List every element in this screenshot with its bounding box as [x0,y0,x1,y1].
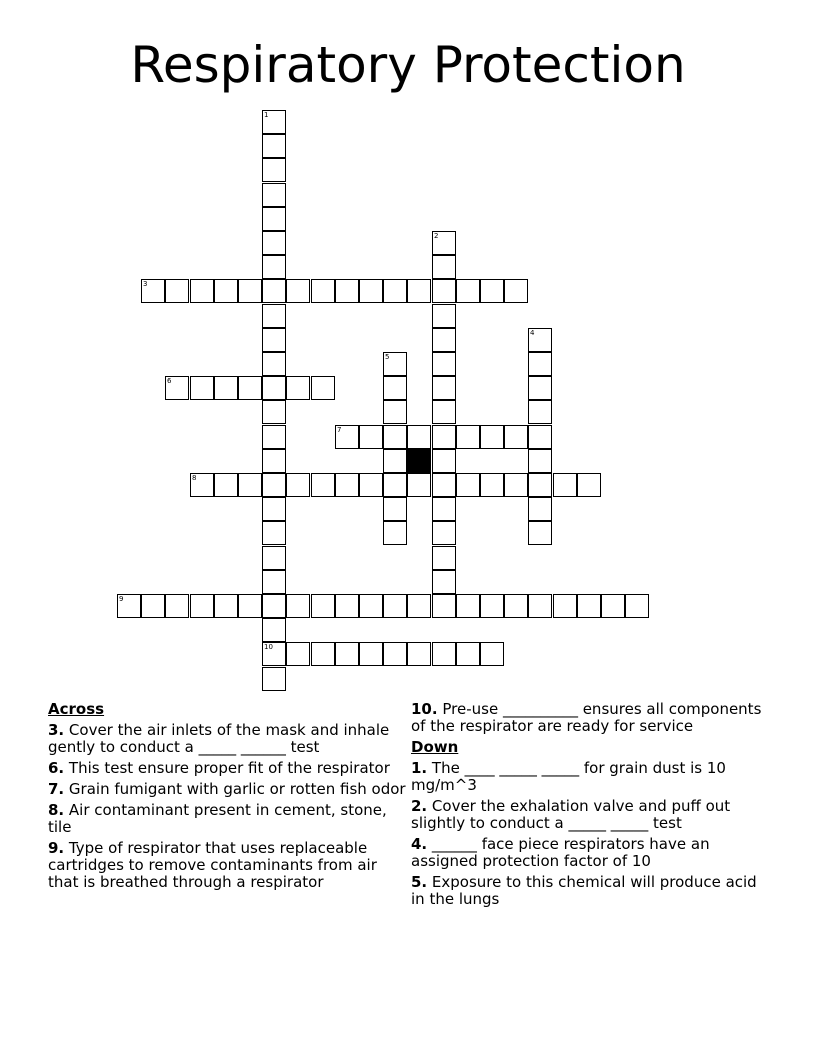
clue-text: Cover the exhalation valve and puff out slightly to conduct a _____ _____ test [411,797,731,832]
grid-cell [432,425,456,449]
grid-cell [286,642,310,666]
grid-cell [432,497,456,521]
cell-number: 2 [434,232,439,240]
cell-number: 5 [385,353,390,361]
grid-cell [407,425,431,449]
grid-cell [432,279,456,303]
grid-cell [432,521,456,545]
clue-number: 6. [48,759,65,777]
down-clue-2 [411,798,771,832]
grid-cell [407,594,431,618]
clue-text: Pre-use __________ ensures all components of the respirator are ready for service [411,700,762,735]
grid-cell [432,376,456,400]
grid-cell [335,425,359,449]
grid-cell [432,546,456,570]
grid-cell [504,279,528,303]
grid-cell [214,376,238,400]
grid-cell [432,594,456,618]
grid-cell [286,594,310,618]
grid-cell [238,376,262,400]
down-clue-1 [411,760,771,794]
grid-cell [480,473,504,497]
grid-cell [480,425,504,449]
grid-cell [262,642,286,666]
grid-cell [432,352,456,376]
across-clue-7 [48,781,408,798]
grid-cell [383,473,407,497]
grid-cell [407,642,431,666]
grid-cell [262,207,286,231]
grid-cell [432,328,456,352]
grid-cell [480,594,504,618]
page-title: Respiratory Protection [130,36,686,94]
across-clue-8 [48,802,408,836]
grid-cell [262,255,286,279]
grid-cell [383,279,407,303]
grid-cell [456,594,480,618]
cell-number: 7 [337,426,342,434]
across-clue-3 [48,722,408,756]
grid-cell [262,328,286,352]
grid-cell [504,473,528,497]
grid-cell [262,183,286,207]
grid-cell [190,473,214,497]
grid-cell [432,231,456,255]
across-clue-10 [411,701,771,735]
grid-cell [262,352,286,376]
clue-text: Type of respirator that uses replaceable cartridges to remove contaminants from air that is breathed through a respirator [48,839,377,891]
grid-cell [383,425,407,449]
grid-cell [335,473,359,497]
down-heading: Down [411,738,459,756]
grid-cell [383,497,407,521]
grid-cell [165,376,189,400]
cell-number: 9 [119,595,124,603]
grid-cell [262,110,286,134]
grid-cell [311,594,335,618]
grid-cell [165,279,189,303]
grid-cell [359,594,383,618]
cell-number: 1 [264,111,269,119]
grid-cell [432,400,456,424]
grid-cell [383,376,407,400]
grid-cell [262,521,286,545]
grid-cell [262,158,286,182]
grid-cell [286,376,310,400]
clue-text: Air contaminant present in cement, stone, tile [48,801,387,836]
grid-cell [238,594,262,618]
grid-cell [262,473,286,497]
grid-cell [262,594,286,618]
grid-cell [311,642,335,666]
clue-number: 8. [48,801,65,819]
grid-cell [311,473,335,497]
across-clue-6 [48,760,408,777]
grid-cell [383,521,407,545]
grid-cell [528,497,552,521]
grid-cell [577,473,601,497]
grid-cell [214,279,238,303]
clue-text: Exposure to this chemical will produce acid in the lungs [411,873,757,908]
clue-number: 9. [48,839,65,857]
clue-number: 7. [48,780,65,798]
grid-cell [190,279,214,303]
grid-cell [383,642,407,666]
cell-number: 3 [143,280,148,288]
grid-cell [528,376,552,400]
grid-cell [335,642,359,666]
clue-number: 4. [411,835,428,853]
grid-cell [383,449,407,473]
grid-cell [214,473,238,497]
grid-cell [238,473,262,497]
grid-cell [335,279,359,303]
grid-cell [359,473,383,497]
clue-text: This test ensure proper fit of the respirator [68,759,390,777]
grid-cell [359,642,383,666]
clue-number: 2. [411,797,428,815]
grid-cell [262,618,286,642]
grid-cell [238,279,262,303]
grid-cell [383,400,407,424]
grid-cell [359,425,383,449]
grid-cell [286,279,310,303]
grid-cell [504,425,528,449]
clue-number: 3. [48,721,65,739]
clue-number: 10. [411,700,438,718]
grid-cell [262,449,286,473]
grid-cell [262,570,286,594]
grid-cell [407,279,431,303]
grid-cell [528,425,552,449]
cell-number: 10 [264,643,273,651]
grid-cell [528,473,552,497]
grid-cell [190,376,214,400]
across-clue-9 [48,840,408,891]
grid-cell [311,376,335,400]
clue-text: Grain fumigant with garlic or rotten fish odor [68,780,406,798]
grid-cell [432,449,456,473]
grid-cell [504,594,528,618]
grid-cell [407,473,431,497]
grid-cell [528,521,552,545]
grid-cell [553,473,577,497]
grid-cell [383,352,407,376]
grid-cell [456,425,480,449]
grid-cell [262,134,286,158]
grid-cell [141,594,165,618]
grid-cell [528,400,552,424]
grid-cell [456,473,480,497]
grid-cell [601,594,625,618]
grid-cell [262,304,286,328]
grid-cell [311,279,335,303]
clue-number: 1. [411,759,428,777]
grid-cell [528,449,552,473]
cell-number: 6 [167,377,172,385]
clue-number: 5. [411,873,428,891]
grid-cell [335,594,359,618]
grid-cell [528,352,552,376]
grid-cell [432,570,456,594]
grid-cell [286,473,310,497]
grid-cell [262,279,286,303]
grid-cell [432,255,456,279]
grid-cell [359,279,383,303]
grid-cell [480,642,504,666]
grid-cell [262,667,286,691]
clues-left-column [48,701,408,895]
grid-cell [190,594,214,618]
grid-cell [528,594,552,618]
grid-cell [165,594,189,618]
across-heading: Across [48,700,105,718]
clue-text: The ____ _____ _____ for grain dust is 10 mg/m^3 [411,759,726,794]
grid-cell [432,304,456,328]
grid-cell [383,594,407,618]
grid-cell [141,279,165,303]
black-square [407,449,431,473]
grid-cell [553,594,577,618]
grid-cell [262,376,286,400]
grid-cell [117,594,141,618]
down-clue-5 [411,874,771,908]
grid-cell [528,328,552,352]
grid-cell [577,594,601,618]
grid-cell [456,642,480,666]
grid-cell [432,473,456,497]
clues-right-column [411,701,771,912]
down-clue-4 [411,836,771,870]
grid-cell [456,279,480,303]
grid-cell [262,425,286,449]
clue-text: Cover the air inlets of the mask and inhale gently to conduct a _____ ______ test [48,721,390,756]
grid-cell [262,400,286,424]
grid-cell [480,279,504,303]
grid-cell [262,546,286,570]
grid-cell [432,642,456,666]
grid-cell [214,594,238,618]
grid-cell [625,594,649,618]
clue-text: ______ face piece respirators have an assigned protection factor of 10 [411,835,710,870]
cell-number: 8 [192,474,197,482]
grid-cell [262,497,286,521]
grid-cell [262,231,286,255]
cell-number: 4 [530,329,535,337]
